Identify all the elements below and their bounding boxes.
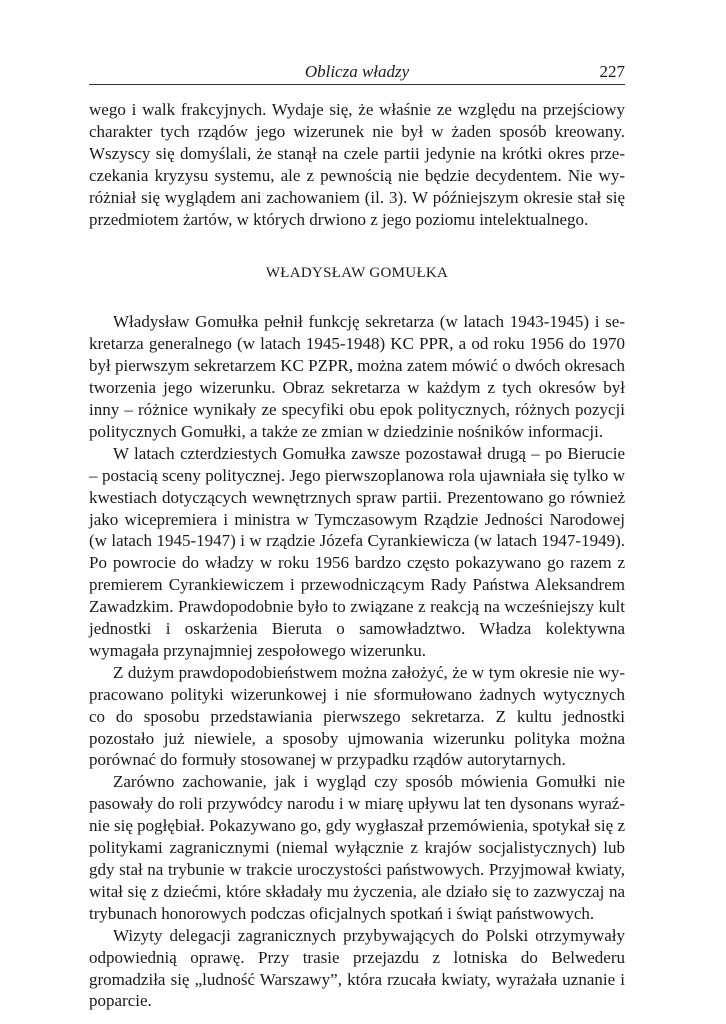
section-heading: WŁADYSŁAW GOMUŁKA bbox=[265, 265, 449, 282]
continuation-paragraph: wego i walk frakcyjnych. Wydaje się, że właśnie ze względu na przejściowy charakter tych rządów jego wizerunek nie był w żaden sposób kreowany. Wszyscy się domyślali, że stanął na czele partii jedynie na krótki okres przeczekania kryzysu systemu, ale z pewnością nie będzie decydentem. Nie wyróżniał się wyglądem ani zachowaniem (il. 3). W późniejszym okresie stał się przedmiotem żartów, w których drwiono z jego poziomu intelektualnego. bbox=[89, 100, 625, 229]
paragraph: Władysław Gomułka pełnił funkcję sekretarza (w latach 1943-1945) i sekretarza generalnego (w latach 1945-1948) KC PPR, a od roku 1956 do 1970 był pierwszym sekretarzem KC PZPR, można zatem mówić o dwóch okresach tworzenia jego wizerunku. Obraz sekretarza w każdym z tych okresów był inny – różnice wynikały ze specyfiki obu epok politycznych, różnych pozycji politycznych Gomułki, a także ze zmian w dziedzinie nośników informacji. bbox=[89, 312, 625, 441]
body-text bbox=[89, 99, 625, 1012]
running-title: Oblicza władzy bbox=[304, 62, 410, 81]
paragraph: Wizyty delegacji zagranicznych przybywających do Polski otrzymywały odpowiednią oprawę. Przy trasie przejazdu z lotniska do Belwederu gromadziła się „ludność Warszawy”, która rzucała kwiaty, wyrażała uznanie i poparcie. bbox=[89, 925, 625, 1011]
paragraph: Z dużym prawdopodobieństwem można założyć, że w tym okresie nie wypracowano polityki wizerunkowej i nie sformułowano żadnych wytycznych co do sposobu przedstawiania pierwszego sekretarza. Z kultu jednostki pozostało już niewiele, a sposoby ujmowania wizerunku polityka można porównać do formuły stosowanej w przypadku rządów autorytarnych. bbox=[89, 662, 625, 770]
page-number: 227 bbox=[599, 62, 625, 81]
paragraph: Zarówno zachowanie, jak i wygląd czy sposób mówienia Gomułki nie pasowały do roli przywódcy narodu i w miarę upływu lat ten dysonans wyraźnie się pogłębiał. Pokazywano go, gdy wygłaszał przemówienia, spotykał się z politykami zagranicznymi (niemal wyłącznie z krajów socjalistycznych) lub gdy stał na trybunie w trakcie uroczystości państwowych. Przyjmował kwiaty, witał się z dziećmi, które składały mu życzenia, ale działo się to zazwyczaj na trybunach honorowych podczas oficjalnych spotkań i świąt państwowych. bbox=[89, 772, 625, 923]
paragraph: W latach czterdziestych Gomułka zawsze pozostawał drugą – po Bierucie – postacią sceny politycznej. Jego pierwszoplanowa rola ujawniała się tylko w kwestiach dotyczących wewnętrznych spraw partii. Prezentowano go również jako wicepremiera i ministra w Tymczasowym Rządzie Jedności Narodowej (w latach 1945-1947) i w rządzie Józefa Cyrankiewicza (w latach 1947-1949). Po powrocie do władzy w roku 1956 bardzo często pokazywano go razem z premierem Cyrankiewiczem i przewodniczącym Rady Państwa Aleksandrem Zawadzkim. Prawdopodobnie było to związane z reakcją na wcześniejszy kult jednostki i oskarżenia Bieruta o samowładztwo. Władza kolektywna wymagała przynajmniej zespołowego wizerunku. bbox=[89, 443, 625, 660]
running-header bbox=[89, 56, 625, 85]
book-page bbox=[89, 56, 625, 1012]
